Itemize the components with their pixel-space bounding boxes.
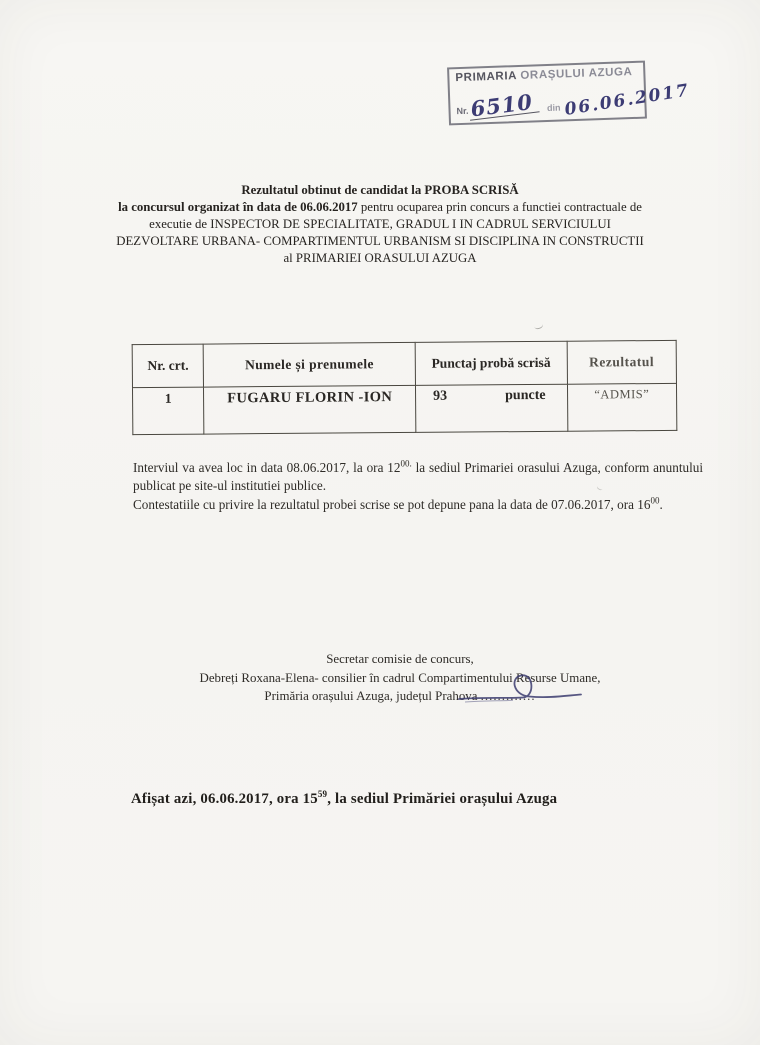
score-unit: puncte [505,387,546,404]
stamp-nr-label: Nr. [456,105,469,117]
header-score: Punctaj probă scrisă [415,341,567,385]
posting-notice-text: Afișat azi, 06.06.2017, ora 15 [131,791,318,807]
cell-score [415,384,567,432]
handwritten-signature [455,662,585,708]
stamp-handwritten-number: 6510 [468,91,540,120]
table-header-row [132,340,676,387]
contestation-text: Contestatiile cu privire la rezultatul probei scrise se pot depune pana la data de 07.06.2017, ora 16 [133,496,651,512]
signature-person: Debreți Roxana-Elena- consilier în cadrul Compartimentului Resurse Umane, [199,670,601,685]
scan-artifact [533,321,544,330]
interview-text: Interviul va avea loc in data 08.06.2017, la ora 12 [133,460,401,475]
stamp-number-row [456,80,692,122]
signature-institution-text: Primăria orașului Azuga, județul Prahova [264,689,481,704]
interview-hour-sup: 00. [400,458,412,469]
interview-paragraph [133,459,703,496]
signature-institution [100,687,700,706]
cell-nr: 1 [132,387,204,435]
contestation-paragraph [133,496,703,514]
signature-block [100,650,700,706]
stamp-handwritten-date: 06.06.2017 [563,80,692,120]
title-rest: pentru ocuparea prin concurs a functiei contractuale de executie de INSPECTOR DE SPECIALITATE, GRADUL I IN CADRUL SERVICIULUI DEZVOLTARE URBANA- COMPARTIMENTUL URBANISM SI DISCIPLINA IN CONSTRUCTII al PRIMARIEI ORASULUI AZUGA [116,199,644,265]
header-name: Numele și prenumele [204,342,416,387]
cell-result: “ADMIS” [567,383,677,431]
signature-role: Secretar comisie de concurs, [326,652,474,666]
posting-notice [131,791,557,808]
body-text [133,459,703,514]
title-bold-lead: la concursul organizat în data de 06.06.2017 [118,199,358,214]
stamp-org-strong-text: PRIMARIA [455,70,517,85]
document-title [112,182,648,267]
header-nr-crt: Nr. crt. [132,344,204,388]
interview-text-cont: la sediul Primariei orasului Azuga, conform anuntului publicat pe site-ul institutiei publice. [133,460,703,494]
contestation-period: . [659,496,663,512]
header-result: Rezultatul [567,340,677,384]
title-line1: Rezultatul obtinut de candidat la PROBA SCRISĂ [241,183,519,197]
signature-dotted-line: ............. [480,689,536,704]
stamp-din-label: din [546,102,561,114]
score-wrapper [417,388,566,405]
posting-notice-cont: , la sediul Primăriei orașului Azuga [327,791,558,807]
table-row [132,383,676,434]
cell-candidate-name: FUGARU FLORIN -ION [204,385,416,434]
score-value: 93 [432,388,448,404]
results-table [132,340,678,435]
posting-hour-sup: 59 [317,789,328,800]
stamp-org-faint-text: ORAȘULUI AZUGA [516,66,633,83]
registration-stamp [447,61,692,126]
contestation-hour-sup: 00 [650,495,660,506]
